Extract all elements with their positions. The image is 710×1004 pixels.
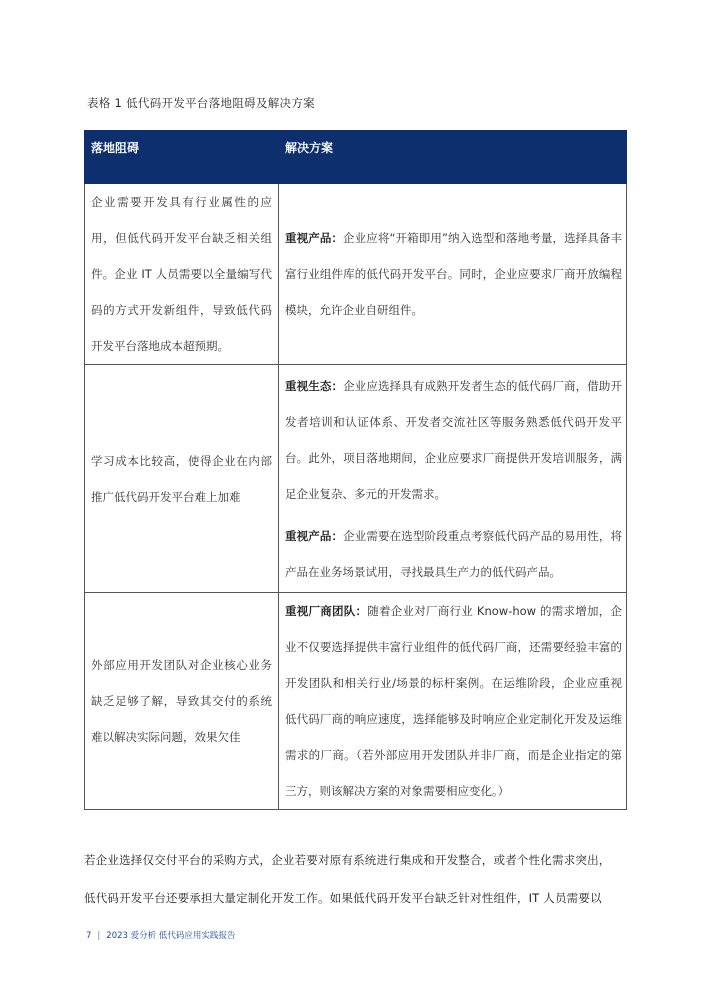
solution-paragraph (285, 593, 622, 809)
table-header-row (85, 131, 627, 184)
table-caption: 表格 1 低代码开发平台落地阻碍及解决方案 (87, 96, 315, 110)
solution-text: 企业应选择具有成熟开发者生态的低代码厂商，借助开发者培训和认证体系、开发者交流社区等服务熟悉低代码开发平台。此外，项目落地期间，企业应要求厂商提供开发培训服务，满足企业复杂、多元的开发需求。 (285, 378, 622, 501)
obstacle-cell: 学习成本比较高，使得企业在内部推广低代码开发平台难上加难 (85, 365, 279, 593)
page-number: 7 (86, 931, 92, 941)
body-paragraph-line: 若企业选择仅交付平台的采购方式，企业若要对原有系统进行集成和开发整合，或者个性化需求突出， (84, 853, 611, 867)
footer-separator: | (97, 931, 101, 941)
solution-paragraph (285, 368, 622, 512)
solution-cell (279, 365, 627, 593)
solution-label: 重视厂商团队： (285, 604, 368, 618)
solution-text: 企业应将“开箱即用”纳入选型和落地考量，选择具备丰富行业组件库的低代码开发平台。同时，企业应要求厂商开放编程模块，允许企业自研组件。 (285, 231, 622, 317)
solution-paragraph (285, 518, 622, 590)
solution-cell (279, 593, 627, 810)
report-title: 2023 爱分析 低代码应用实践报告 (106, 931, 236, 941)
solution-label: 重视生态： (285, 378, 344, 393)
table-row (85, 184, 627, 365)
solution-text: 企业需要在选型阶段重点考察低代码产品的易用性，将产品在业务场景试用，寻找最具生产力的低代码产品。 (285, 528, 622, 579)
solution-label: 重视产品： (285, 528, 344, 543)
solution-label: 重视产品： (285, 231, 344, 245)
table-row (85, 593, 627, 810)
obstacle-cell: 外部应用开发团队对企业核心业务缺乏足够了解，导致其交付的系统难以解决实际问题，效果欠佳 (85, 593, 279, 810)
solution-cell (279, 184, 627, 365)
obstacle-cell: 企业需要开发具有行业属性的应用，但低代码开发平台缺乏相关组件。企业 IT 人员需要以全量编写代码的方式开发新组件，导致低代码开发平台落地成本超预期。 (85, 184, 279, 365)
solution-text: 随着企业对厂商行业 Know-how 的需求增加，企业不仅要选择提供丰富行业组件的低代码厂商，还需要经验丰富的开发团队和相关行业/场景的标杆案例。在运维阶段，企业应重视低代码厂商的响应速度，选择能够及时响应企业定制化开发及运维需求的厂商。（若外部应用开发团队并非厂商，而是企业指定的第三方，则该解决方案的对象需要相应变化。） (285, 604, 622, 798)
table-row (85, 365, 627, 593)
solutions-table (84, 130, 627, 810)
header-obstacle: 落地阻碍 (85, 131, 279, 184)
body-paragraph-line: 低代码开发平台还要承担大量定制化开发工作。如果低代码开发平台缺乏针对性组件，IT 人员需要以 (84, 891, 602, 905)
solution-paragraph (285, 220, 622, 328)
header-solution: 解决方案 (279, 131, 627, 184)
page-footer (86, 929, 235, 941)
